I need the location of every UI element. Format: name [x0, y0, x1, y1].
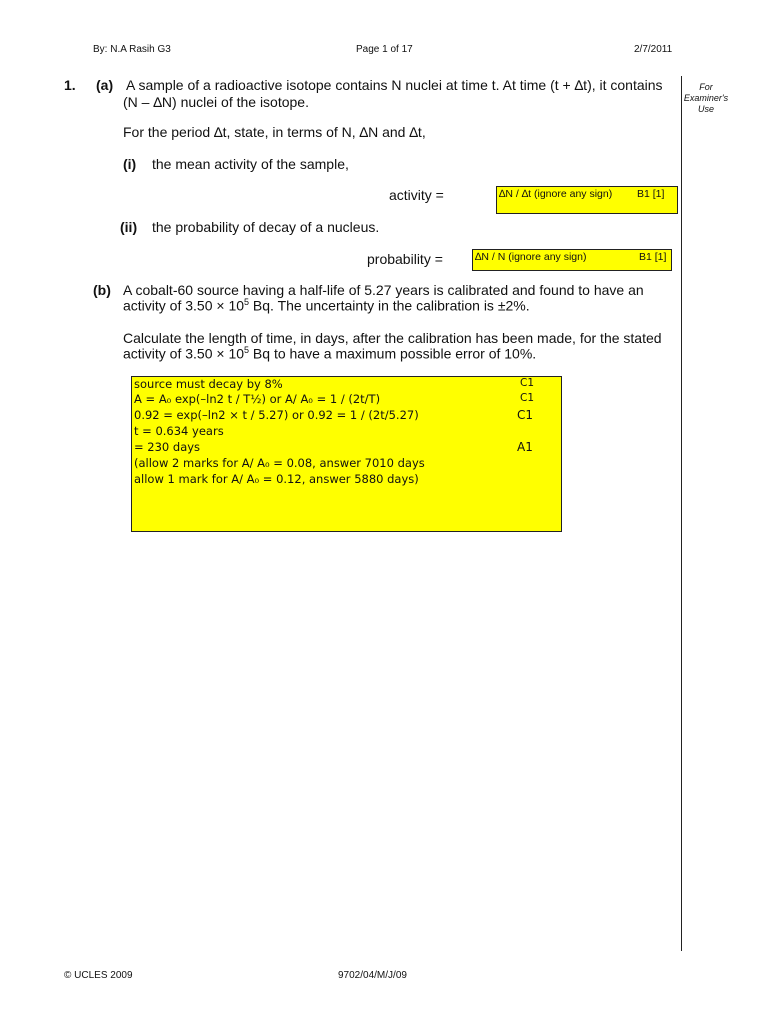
working-mark-3: C1: [517, 408, 534, 422]
activity-answer-label: activity =: [389, 187, 444, 203]
examiner-line-1: For: [699, 82, 713, 92]
working-line-4: t = 0.634 years: [134, 424, 224, 438]
header-author: By: N.A Rasih G3: [93, 44, 171, 55]
probability-answer-label: probability =: [367, 251, 443, 267]
activity-answer-text: ∆N / ∆t (ignore any sign): [499, 188, 613, 200]
sub-ii-text: the probability of decay of a nucleus.: [152, 219, 380, 235]
working-mark-1: C1: [520, 377, 535, 389]
working-line-7: allow 1 mark for A/ A₀ = 0.12, answer 5880 days): [134, 472, 419, 486]
probability-answer-mark: B1 [1]: [639, 251, 667, 263]
part-a-instruction: For the period ∆t, state, in terms of N, ∆N and ∆t,: [123, 124, 426, 140]
sub-ii-label: (ii): [120, 219, 138, 235]
activity-answer-box: [496, 186, 678, 214]
sub-i-label: (i): [123, 156, 137, 172]
sub-i-text: the mean activity of the sample,: [152, 156, 349, 172]
header-date: 2/7/2011: [634, 44, 673, 55]
footer-paper-code: 9702/04/M/J/09: [338, 970, 407, 981]
part-b-line-1: A cobalt-60 source having a half-life of 5.27 years is calibrated and found to have an: [123, 282, 644, 298]
working-line-5: = 230 days: [134, 440, 201, 454]
examiner-line-2: Examiner's: [683, 93, 729, 103]
header-page-number: Page 1 of 17: [356, 44, 413, 55]
working-line-2: A = A₀ exp(–ln2 t / T½) or A/ A₀ = 1 / (2t/T): [134, 392, 381, 406]
working-line-6: (allow 2 marks for A/ A₀ = 0.08, answer 7010 days: [134, 456, 425, 470]
working-mark-5: A1: [517, 440, 533, 454]
working-line-1: source must decay by 8%: [134, 377, 283, 391]
question-number: 1.: [64, 77, 76, 93]
part-a-label: (a): [96, 77, 114, 93]
examiner-line-3: Use: [697, 104, 714, 114]
probability-answer-box: [472, 249, 672, 271]
part-b-line-2: activity of $3.50 \times 10^5$ Bq. The uncertainty in the calibration is ±2%.: [123, 297, 530, 314]
working-answer-box: [131, 376, 562, 532]
working-line-3: 0.92 = exp(–ln2 × t / 5.27) or 0.92 = 1 / (2t/5.27): [134, 408, 419, 422]
part-b-label: (b): [93, 282, 111, 298]
part-b-line-4: activity of $3.50 \times 10^5$ Bq to have a maximum possible error of 10%.: [123, 345, 537, 362]
footer-copyright: © UCLES 2009: [64, 970, 133, 981]
working-mark-2: C1: [520, 392, 535, 404]
part-a-text-line-2: (N – ∆N) nuclei of the isotope.: [123, 94, 309, 110]
examiner-use-label: [682, 82, 730, 115]
activity-answer-mark: B1 [1]: [637, 188, 665, 200]
probability-answer-text: ∆N / N (ignore any sign): [475, 251, 587, 263]
examiner-margin-divider: [681, 76, 682, 951]
part-b-line-3: Calculate the length of time, in days, after the calibration has been made, for the stated: [123, 330, 662, 346]
part-a-text-line-1: A sample of a radioactive isotope contains N nuclei at time t. At time (t + ∆t), it contains: [126, 77, 663, 93]
